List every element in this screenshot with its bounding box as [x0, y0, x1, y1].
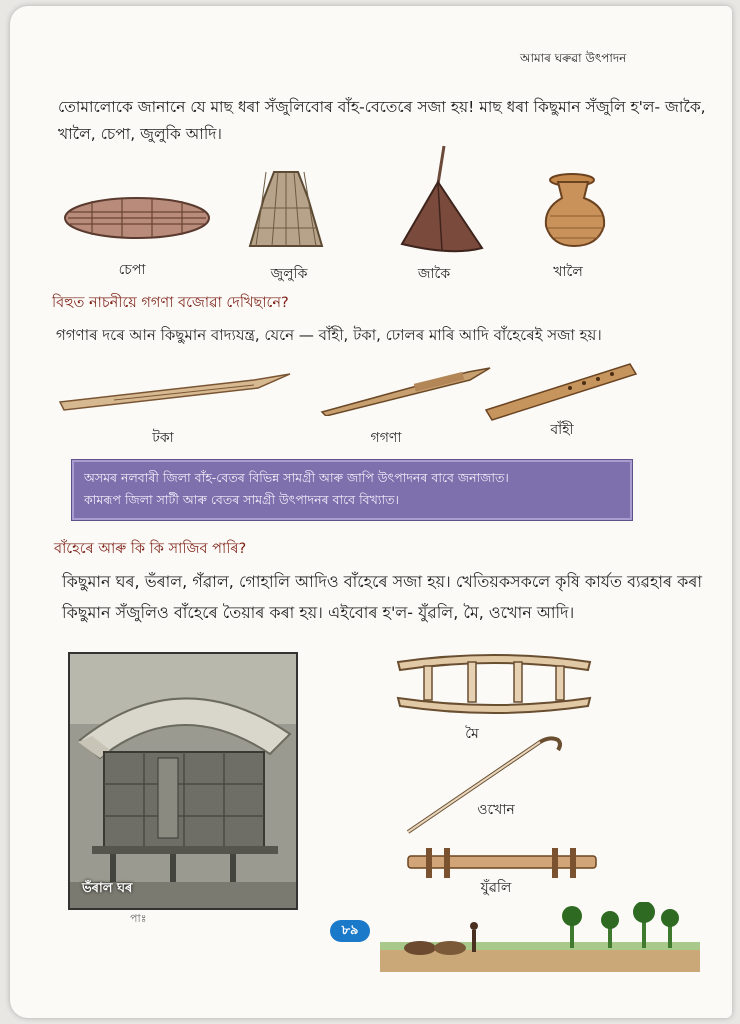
textbook-page	[10, 6, 732, 1018]
question-bamboo-uses: বাঁহেৰে আৰু কি কি সাজিব পাৰি?	[54, 541, 247, 557]
instrument-label-banhi: বাঁহী	[550, 422, 574, 438]
fishing-tool-label-khaloi: খালৈ	[553, 264, 583, 280]
farm-scene-icon	[380, 902, 700, 972]
fishing-tool-label-juluki: জুলুকি	[270, 266, 308, 282]
intro-paragraph: তোমালোকে জানানে যে মাছ ধৰা সঁজুলিবোৰ বাঁহ-বেতেৰে সজা হয়! মাছ ধৰা কিছুমান সঁজুলি হ'ল- জাকৈ, খালৈ, চেপা, জুলুকি আদি।	[58, 98, 706, 143]
granary-photo	[68, 652, 298, 910]
info-note-line-1: অসমৰ নলবাৰী জিলা বাঁহ-বেতৰ বিভিন্ন সামগ্ৰী আৰু জাপি উৎপাদনৰ বাবে জনাজাত।	[84, 470, 509, 485]
instruments-paragraph: গগণাৰ দৰে আন কিছুমান বাদ্যযন্ত্ৰ, যেনে — বাঁহী, টকা, ঢোলৰ মাৰি আদি বাঁহেৰেই সজা হয়।	[56, 326, 602, 344]
granary-house-icon	[70, 654, 296, 908]
banhi-icon	[480, 358, 640, 422]
toka-icon	[54, 368, 294, 414]
granary-photo-label: ভঁৰাল ঘৰ	[82, 881, 133, 896]
chepa-icon	[62, 192, 212, 244]
page-header: আমাৰ ঘৰুৱা উৎপাদন	[520, 51, 627, 65]
info-note-box	[72, 460, 632, 520]
instrument-label-gogona: গগণা	[370, 430, 402, 446]
farm-tool-label-okhon: ওখোন	[477, 802, 515, 818]
farm-tool-label-moi: মৈ	[465, 726, 479, 742]
fishing-tool-label-chepa: চেপা	[118, 262, 146, 278]
gogona-icon	[318, 364, 494, 416]
farm-tool-label-juwali: যুঁৱলি	[480, 880, 512, 896]
khaloi-icon	[540, 172, 610, 248]
juluki-icon	[246, 168, 326, 250]
fishing-tool-label-jakoi: জাকৈ	[417, 266, 451, 282]
uses-paragraph: কিছুমান ঘৰ, ভঁৰাল, গঁৱাল, গোহালি আদিও বাঁহেৰে সজা হয়। খেতিয়কসকলে কৃষি কাৰ্যত ব্যৱহাৰ কৰা কিছুমান সঁজুলিও বাঁহেৰে তৈয়াৰ কৰা হয়। এইবোৰ হ'ল- যুঁৱলি, মৈ, ওখোন আদি।	[62, 572, 702, 622]
moi-icon	[394, 646, 594, 718]
jakoi-icon	[392, 144, 488, 256]
question-gogona: বিহুত নাচনীয়ে গগণা বজোৱা দেখিছানে?	[52, 295, 289, 311]
page-number: ৮৯	[330, 920, 370, 942]
small-mark: পাঃ	[130, 912, 147, 925]
instrument-label-toka: টকা	[152, 430, 174, 446]
info-note-line-2: কামৰূপ জিলা সাটী আৰু বেতৰ সামগ্ৰী উৎপাদনৰ বাবে বিখ্যাত।	[84, 492, 399, 507]
